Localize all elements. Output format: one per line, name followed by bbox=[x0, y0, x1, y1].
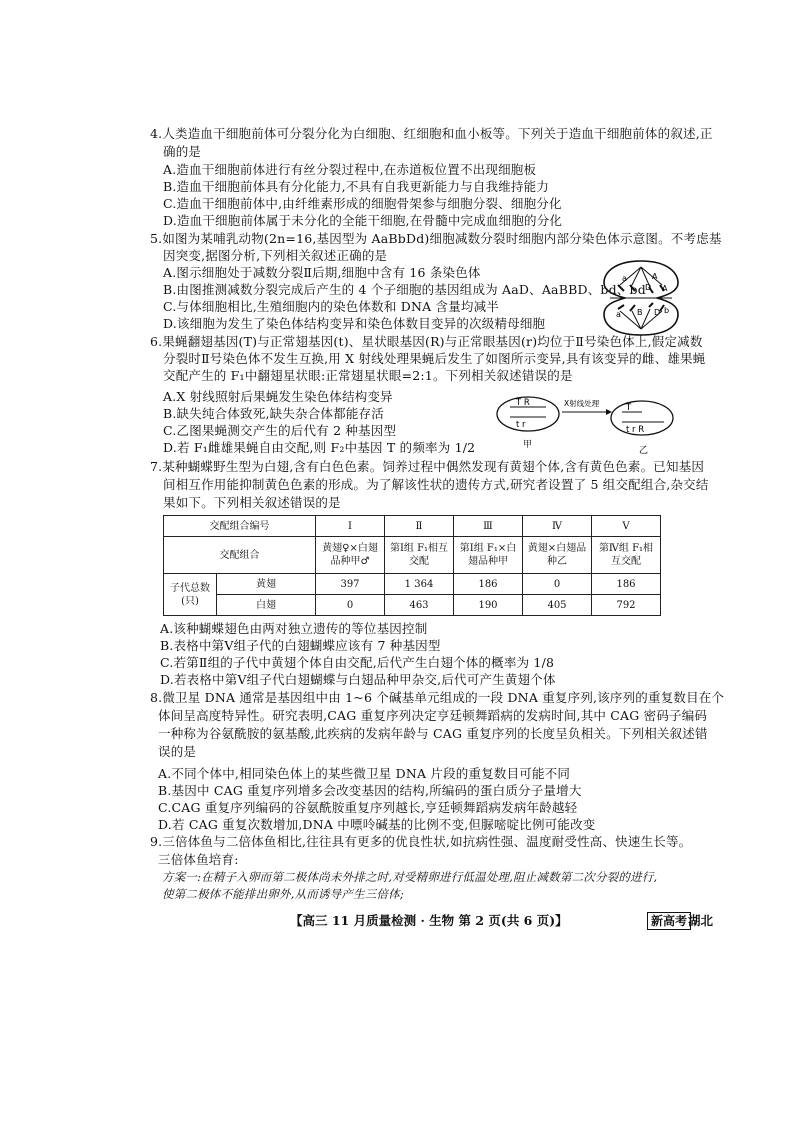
table-cell: 黄翅 bbox=[217, 574, 316, 595]
table-cell: 792 bbox=[592, 595, 661, 616]
table-cell: 第Ⅰ组 F₁相互交配 bbox=[385, 537, 454, 574]
q5-option-c: C.与体细胞相比,生殖细胞内的染色体数和 DNA 含量均减半 bbox=[163, 299, 499, 314]
table-header-cell: Ⅲ bbox=[454, 516, 523, 537]
arrow-label: X射线处理 bbox=[564, 399, 600, 408]
table-header-cell: Ⅳ bbox=[523, 516, 592, 537]
q6-stem-line3: 交配产生的 F₁中翻翅星状眼:正常翅星状眼=2:1。下列相关叙述错误的是 bbox=[163, 368, 573, 383]
q5-option-d: D.该细胞为发生了染色体结构变异和染色体数目变异的次级精母细胞 bbox=[163, 316, 546, 331]
gene-label: A bbox=[662, 284, 668, 293]
yi-bottom-genes: t r R bbox=[626, 425, 645, 435]
q8-option-b: B.基因中 CAG 重复序列增多会改变基因的结构,所编码的蛋白质分子量增大 bbox=[158, 783, 582, 798]
q9-plan1-line2: 使第二极体不能排出卵外,从而诱导产生三倍体; bbox=[162, 887, 404, 901]
q7-stem-line1: 7.某种蝴蝶野生型为白翅,含有白色色素。饲养过程中偶然发现有黄翅个体,含有黄色色素。已知基因 bbox=[150, 459, 705, 474]
table-cell: 405 bbox=[523, 595, 592, 616]
table-row bbox=[164, 516, 661, 537]
q4-option-b: B.造血干细胞前体具有分化能力,不具有自我更新能力与自我维持能力 bbox=[163, 179, 550, 194]
q9-stem-line1: 9.三倍体鱼与二倍体鱼相比,往往具有更多的优良性状,如抗病性强、温度耐受性高、快速生长等。 bbox=[150, 834, 692, 849]
q8-stem-line2: 体间呈高度特异性。研究表明,CAG 重复序列决定亨廷顿舞蹈病的发病时间,其中 CAG 密码子编码 bbox=[158, 708, 708, 723]
jia-bottom-genes: t r bbox=[516, 420, 526, 430]
q8-stem-line1: 8.微卫星 DNA 通常是基因组中由 1~6 个碱基单元组成的一段 DNA 重复序列,该序列的重复数目在个 bbox=[150, 690, 725, 705]
q8-option-d: D.若 CAG 重复次数增加,DNA 中嘌呤碱基的比例不变,但脲嘧啶比例可能改变 bbox=[158, 817, 596, 832]
q6-chromosome-figure bbox=[496, 390, 676, 460]
table-cell: 子代总数(只) bbox=[164, 574, 217, 616]
jia-top-genes: T R bbox=[516, 398, 530, 408]
table-cell: 190 bbox=[454, 595, 523, 616]
q8-option-a: A.不同个体中,相同染色体上的某些微卫星 DNA 片段的重复数目可能不同 bbox=[158, 766, 571, 781]
table-cell: 黄翅×白翅品种乙 bbox=[523, 537, 592, 574]
table-cell: 第Ⅳ组 F₁相互交配 bbox=[592, 537, 661, 574]
table-cell: 397 bbox=[316, 574, 385, 595]
q4-option-d: D.造血干细胞前体属于未分化的全能干细胞,在骨髓中完成血细胞的分化 bbox=[163, 213, 563, 228]
q8-option-c: C.CAG 重复序列编码的谷氨酰胺重复序列越长,亨廷顿舞蹈病发病年龄越轻 bbox=[158, 800, 578, 815]
table-cell: 463 bbox=[385, 595, 454, 616]
q6-stem-line2: 分裂时Ⅱ号染色体不发生互换,用 X 射线处理果蝇后发生了如图所示变异,具有该变异的雌、雄果蝇 bbox=[163, 351, 706, 366]
table-cell: 黄翅♀×白翅品种甲♂ bbox=[316, 537, 385, 574]
q5-stem-line2: 因突变,据图分析,下列相关叙述正确的是 bbox=[163, 248, 388, 263]
q7-stem-line3: 果如下。下列相关叙述错误的是 bbox=[163, 495, 341, 510]
table-cell: 交配组合 bbox=[164, 537, 316, 574]
gene-label: a bbox=[616, 310, 621, 319]
q7-option-b: B.表格中第Ⅴ组子代的白翅蝴蝶应该有 7 种基因型 bbox=[160, 638, 441, 653]
gene-label: D bbox=[654, 308, 661, 317]
exam-type-badge: 新高考 bbox=[647, 912, 691, 930]
gene-label: A bbox=[652, 272, 658, 281]
q6-option-c: C.乙图果蝇测交产生的后代有 2 种基因型 bbox=[163, 423, 397, 438]
q7-cross-table bbox=[163, 515, 661, 616]
label-jia: 甲 bbox=[523, 440, 533, 450]
q6-stem-line1: 6.果蝇翻翅基因(T)与正常翅基因(t)、星状眼基因(R)与正常眼基因(r)均位于Ⅱ号染色体上,假定减数 bbox=[150, 334, 703, 349]
table-row bbox=[164, 537, 661, 574]
q5-option-a: A.图示细胞处于减数分裂Ⅱ后期,细胞中含有 16 条染色体 bbox=[163, 265, 481, 280]
table-cell: 186 bbox=[454, 574, 523, 595]
region-label: 湖北 bbox=[688, 913, 714, 928]
chromosomes-top bbox=[618, 285, 664, 293]
table-header-cell: Ⅰ bbox=[316, 516, 385, 537]
q9-plan1-line1: 方案一:在精子入卵而第二极体尚未外排之时,对受精卵进行低温处理,阻止减数第二次分裂的进行, bbox=[162, 870, 658, 884]
table-cell: 1 364 bbox=[385, 574, 454, 595]
table-cell: 186 bbox=[592, 574, 661, 595]
q5-option-b: B.由图推测减数分裂完成后产生的 4 个子细胞的基因组成为 AaD、AaBBD、bd、bd bbox=[163, 282, 646, 297]
table-cell: 0 bbox=[523, 574, 592, 595]
gene-label: a bbox=[622, 274, 627, 283]
table-cell: 第Ⅰ组 F₁×白翅品种甲 bbox=[454, 537, 523, 574]
label-yi: 乙 bbox=[639, 446, 649, 456]
table-row bbox=[164, 595, 661, 616]
table-cell: 0 bbox=[316, 595, 385, 616]
gene-label: B bbox=[637, 308, 643, 317]
q5-cell-figure bbox=[602, 257, 680, 339]
q5-stem-line1: 5.如图为某哺乳动物(2n=16,基因型为 AaBbDd)细胞减数分裂时细胞内部分染色体示意图。不考虑基 bbox=[150, 231, 722, 246]
q4-option-c: C.造血干细胞前体中,由纤维素形成的细胞骨架参与细胞分裂、细胞分化 bbox=[163, 196, 562, 211]
page-footer: 【高三 11 月质量检测 · 生物 第 2 页(共 6 页)】 bbox=[290, 913, 568, 928]
q4-stem-line1: 4.人类造血干细胞前体可分裂分化为白细胞、红细胞和血小板等。下列关于造血干细胞前体的叙述,正 bbox=[150, 126, 713, 141]
q7-option-d: D.若表格中第Ⅴ组子代白翅蝴蝶与白翅品种甲杂交,后代可产生黄翅个体 bbox=[160, 672, 556, 687]
yi-top-genes: T bbox=[626, 403, 632, 413]
q9-stem-line2: 三倍体鱼培育: bbox=[158, 852, 239, 867]
gene-label: b bbox=[664, 306, 670, 315]
q8-stem-line4: 误的是 bbox=[158, 744, 197, 759]
q6-option-a: A.X 射线照射后果蝇发生染色体结构变异 bbox=[163, 389, 393, 404]
q4-stem-line2: 确的是 bbox=[163, 144, 202, 159]
q7-option-c: C.若第Ⅱ组的子代中黄翅个体自由交配,后代产生白翅个体的概率为 1/8 bbox=[160, 655, 555, 670]
table-header-cell: Ⅴ bbox=[592, 516, 661, 537]
table-header-cell: Ⅱ bbox=[385, 516, 454, 537]
q8-stem-line3: 一种称为谷氨酰胺的氨基酸,此疾病的发病年龄与 CAG 重复序列的长度呈负相关。下列相关叙述错 bbox=[158, 726, 708, 741]
table-header-cell: 交配组合编号 bbox=[164, 516, 316, 537]
q7-stem-line2: 间相互作用能抑制黄色色素的形成。为了解该性状的遗传方式,研究者设置了 5 组交配组合,杂交结 bbox=[163, 477, 709, 492]
table-cell: 白翅 bbox=[217, 595, 316, 616]
q7-option-a: A.该种蝴蝶翅色由两对独立遗传的等位基因控制 bbox=[160, 621, 428, 636]
q6-option-d: D.若 F₁雌雄果蝇自由交配,则 F₂中基因 T 的频率为 1/2 bbox=[163, 440, 476, 455]
table-row bbox=[164, 574, 661, 595]
q6-option-b: B.缺失纯合体致死,缺失杂合体都能存活 bbox=[163, 406, 384, 421]
q4-option-a: A.造血干细胞前体进行有丝分裂过程中,在赤道板位置不出现细胞板 bbox=[163, 162, 537, 177]
gene-label: D bbox=[645, 283, 652, 292]
